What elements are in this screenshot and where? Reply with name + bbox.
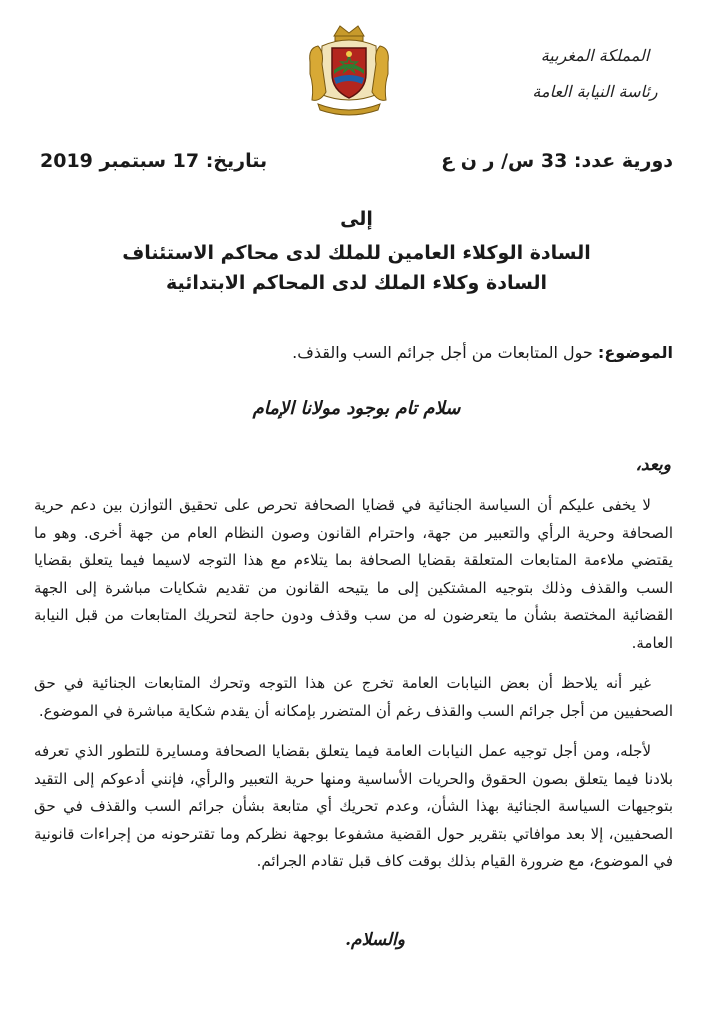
opening: وبعد، xyxy=(635,455,671,475)
subject-line xyxy=(40,343,673,362)
recipients-line-1: السادة الوكلاء العامين للملك لدى محاكم الاستئناف xyxy=(122,242,591,264)
recipients-line-2: السادة وكلاء الملك لدى المحاكم الابتدائية xyxy=(165,272,548,294)
subject-text: حول المتابعات من أجل جرائم السب والقذف. xyxy=(292,343,593,362)
recipients-to: إلى xyxy=(340,208,373,230)
kingdom-name: المملكة المغربية xyxy=(540,46,650,65)
reference-line xyxy=(40,150,673,172)
letter-body xyxy=(34,492,673,889)
circular-date: بتاريخ: 17 سبتمبر 2019 xyxy=(40,150,268,172)
paragraph-1: لا يخفى عليكم أن السياسة الجنائية في قضايا الصحافة تحرص على تحقيق التوازن بين دعم حرية الصحافة وحرية الرأي والتعبير من جهة، واحترام القانون وصون النظام العام من جهة أخرى. وهو ما يقتضي ملاءمة المتابعات المتعلقة بقضايا الصحافة بما يتلاءم مع هذا التوجه لاسيما فيما يتعلق بقضايا السب والقذف وذلك بتوجيه المشتكين إلى ما يتيحه القانون من تقديم شكايات مباشرة إلى الجهة القضائية المختصة بشأن ما يتعرضون له من سب وقذف ودون حاجة لتحريك المتابعات من قبل النيابة العامة. xyxy=(34,496,673,652)
subject-label: الموضوع: xyxy=(597,343,673,362)
paragraph-3: لأجله، ومن أجل توجيه عمل النيابات العامة فيما يتعلق بقضايا الصحافة ومسايرة للتطور الذي تعرفه بلادنا فيما يتعلق بصون الحقوق والحريات الأساسية ومنها حرية التعبير والرأي، فإنني أدعوكم إلى التقيد بتوجيهات السياسة الجنائية بهذا الشأن، وعدم تحريك أي متابعة بشأن جرائم السب والقذف في حق الصحفيين، إلا بعد موافاتي بتقرير حول القضية مشفوعا بوجهة نظركم وما تقترحونه من إجراءات قانونية في الموضوع، مع ضرورة القيام بذلك بوقت كاف قبل تقادم الجرائم. xyxy=(34,742,673,870)
salutation: سلام تام بوجود مولانا الإمام xyxy=(252,398,461,419)
issuer-header xyxy=(495,38,695,110)
paragraph-2: غير أنه يلاحظ أن بعض النيابات العامة تخرج عن هذا التوجه وتحرك المتابعات الجنائية في حق الصحفيين من أجل جرائم السب والقذف رغم أن المتضرر بإمكانه أن يقدم شكاية مباشرة في الموضوع. xyxy=(34,674,673,720)
recipients-block xyxy=(20,208,693,298)
closing: والسلام. xyxy=(345,930,405,950)
presidency-name: رئاسة النيابة العامة xyxy=(532,82,658,101)
circular-number: دورية عدد: 33 س/ ر ن ع xyxy=(441,150,673,172)
moroccan-coat-of-arms-icon xyxy=(304,22,394,118)
